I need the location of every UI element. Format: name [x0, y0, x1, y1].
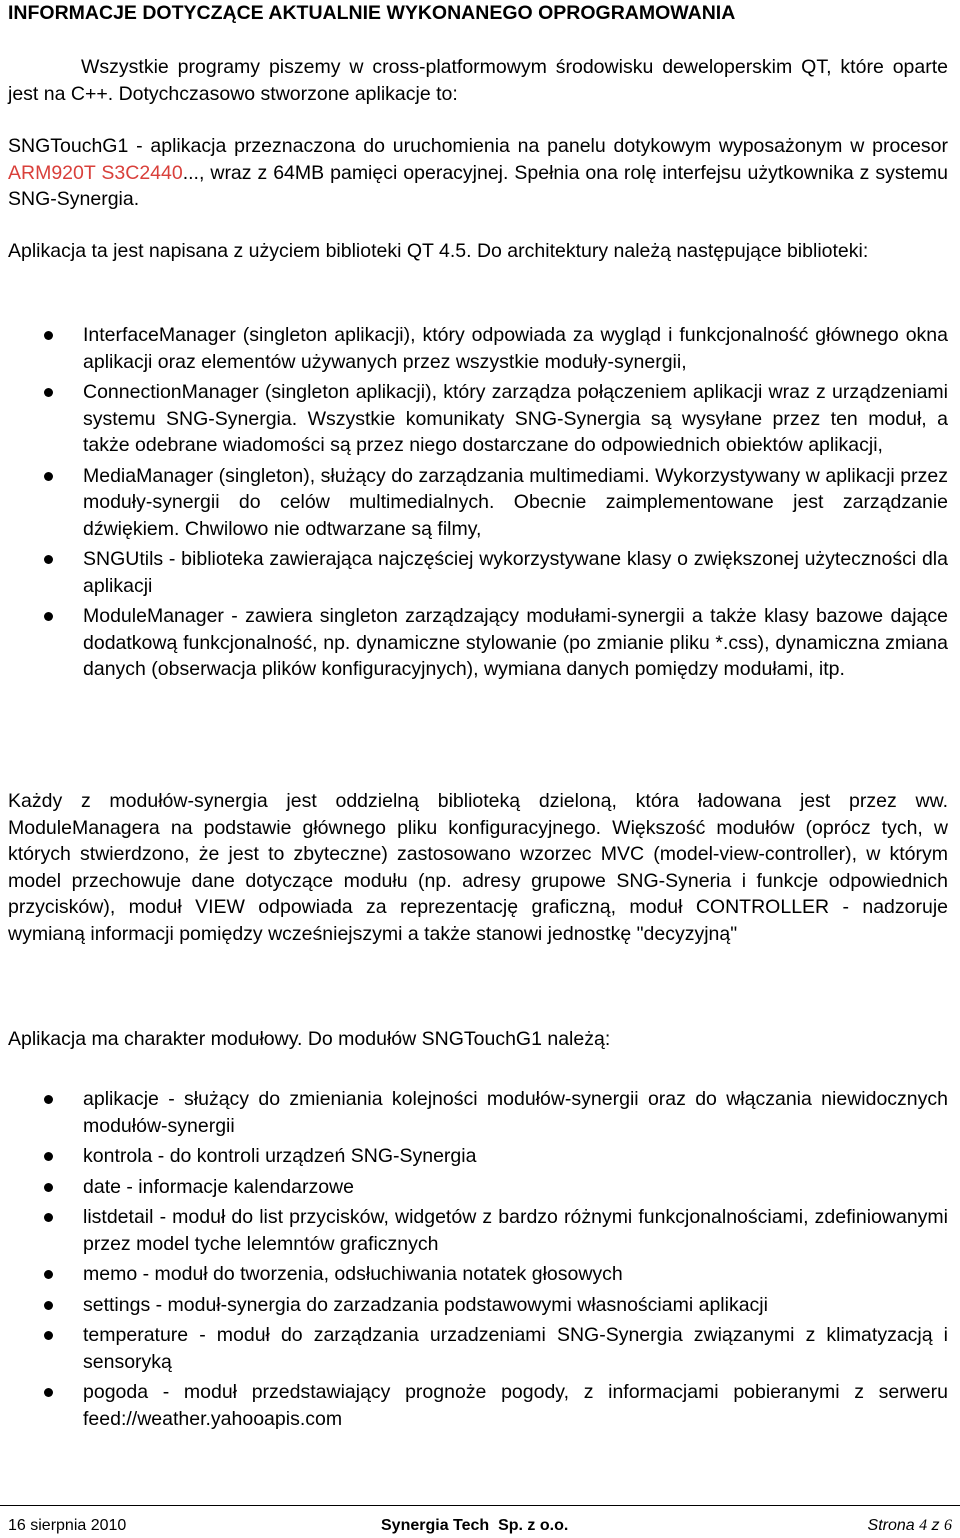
bullet-icon [44, 1095, 53, 1104]
list-item-text: MediaManager (singleton), służący do zarządzania multimediami. Wykorzystywany w aplikacji przez moduły-synergii do celów multimedialnych. Obecnie zaimplementowane jest zarządzanie dźwiękiem. Chwilowo nie odtwarzane są filmy, [83, 464, 948, 540]
list-item [0, 1292, 948, 1319]
footer-divider [0, 1505, 960, 1506]
intro-paragraph: Wszystkie programy piszemy w cross-platformowym środowisku deweloperskim QT, które oparte jest na C++. Dotychczasowo stworzone aplikacje to: [8, 56, 948, 105]
list-item-text: memo - moduł do tworzenia, odsłuchiwania notatek głosowych [83, 1263, 623, 1285]
list-item [0, 1174, 948, 1201]
bullet-icon [44, 472, 53, 481]
bullet-icon [44, 1388, 53, 1397]
list-item [0, 379, 948, 459]
list-item [0, 1261, 948, 1288]
list-item-text: SNGUtils - biblioteka zawierająca najczęściej wykorzystywane klasy o zwiększonej użyteczności dla aplikacji [83, 548, 948, 597]
libraries-list [0, 322, 948, 683]
list-item-text: date - informacje kalendarzowe [83, 1175, 354, 1198]
list-item [0, 546, 948, 599]
modules-intro-paragraph: Aplikacja ma charakter modułowy. Do modułów SNGTouchG1 należą: [8, 1028, 611, 1050]
bullet-icon [44, 1331, 53, 1340]
bullet-icon [44, 1301, 53, 1310]
list-item [0, 1379, 948, 1432]
bullet-icon [44, 331, 53, 340]
bullet-icon [44, 1183, 53, 1192]
bullet-icon [44, 1152, 53, 1161]
footer-company: Synergia Tech Sp. z o.o. [381, 1517, 569, 1534]
list-item-text: settings - moduł-synergia do zarzadzania podstawowymi własnościami aplikacji [83, 1293, 768, 1316]
modules-paragraph: Każdy z modułów-synergia jest oddzielną biblioteką dzieloną, która ładowana jest przez ww. ModuleManagera na podstawie głównego pliku konfiguracyjnego. Większość modułów (oprócz tych, w których stwierdzono, że jest to zbyteczne) zastosowano wzorzec MVC (model-view-controller), w którym model przechowuje dane dotyczące modułu (np. adresy grupowe SNG-Syneria i funkcje odpowiednich przycisków), moduł VIEW odpowiada za reprezentację graficzną, moduł CONTROLLER - nadzoruje wymianą informacji pomiędzy wcześniejszymi a także stanowi jednostkę "decyzyjną" [8, 790, 948, 945]
list-item-text: temperature - moduł do zarządzania urzadzeniami SNG-Synergia związanymi z klimatyzacją i sensoryką [83, 1324, 948, 1373]
list-item-text: ModuleManager - zawiera singleton zarządzający modułami-synergii a także klasy bazowe dające dodatkową funkcjonalność, np. dynamiczne stylowanie (po zmianie pliku *.css), dynamiczna zmiana danych (obserwacja plików konfiguracyjnych), wymiana danych pomiędzy modułami, itp. [83, 605, 948, 680]
list-item [0, 1143, 948, 1170]
footer-date: 16 sierpnia 2010 [8, 1517, 127, 1534]
list-item-text: aplikacje - służący do zmieniania kolejności modułów-synergii oraz do włączania niewidocznych modułów-synergii [83, 1088, 948, 1137]
list-item-text: kontrola - do kontroli urządzeń SNG-Synergia [83, 1145, 477, 1167]
document-title: INFORMACJE DOTYCZĄCE AKTUALNIE WYKONANEGO OPROGRAMOWANIA [8, 2, 736, 24]
bullet-icon [44, 1270, 53, 1279]
list-item [0, 463, 948, 543]
list-item [0, 1086, 948, 1139]
list-item [0, 1204, 948, 1257]
app-description-paragraph [8, 133, 948, 213]
list-item [0, 1322, 948, 1375]
page-label: Strona [867, 1517, 920, 1534]
processor-highlight: ARM920T S3C2440 [8, 161, 183, 184]
footer-page-number [868, 1516, 952, 1536]
page-total: 6 [944, 1517, 952, 1534]
list-item-text: listdetail - moduł do list przycisków, widgetów z bardzo różnymi funkcjonalnościami, zdefiniowanymi przez model tyche lelemntów graficznych [83, 1206, 948, 1255]
list-item-text: InterfaceManager (singleton aplikacji), który odpowiada za wygląd i funkcjonalność głównego okna aplikacji oraz elementów używanych przez wszystkie moduły-synergii, [83, 324, 948, 373]
modules-list [0, 1086, 948, 1432]
page-current: 4 [919, 1517, 928, 1534]
bullet-icon [44, 612, 53, 621]
list-item-text: ConnectionManager (singleton aplikacji), który zarządza połączeniem aplikacji wraz z urządzeniami systemu SNG-Synergia. Wszystkie komunikaty SNG-Synergia są wysyłane przez ten moduł, a także odebrane wiadomości są przez niego dostarczane do odpowiednich obiektów aplikacji, [83, 381, 948, 456]
app-desc-text-continued: ..., wraz z 64MB pamięci operacyjnej. Spełnia ona rolę interfejsu użytkownika z systemu SNG-Synergia. [8, 161, 948, 210]
list-item-text: pogoda - moduł przedstawiający prognoże pogody, z informacjami pobieranymi z serweru feed://weather.yahooapis.com [83, 1381, 948, 1430]
bullet-icon [44, 1213, 53, 1222]
bullet-icon [44, 388, 53, 397]
bullet-icon [44, 555, 53, 564]
app-desc-text: SNGTouchG1 - aplikacja przeznaczona do uruchomienia na panelu dotykowym wyposażonym w procesor [8, 135, 948, 157]
list-item [0, 603, 948, 683]
libraries-intro-paragraph: Aplikacja ta jest napisana z użyciem biblioteki QT 4.5. Do architektury należą następujące biblioteki: [8, 240, 869, 262]
page-of: z [927, 1517, 944, 1534]
list-item [0, 322, 948, 375]
